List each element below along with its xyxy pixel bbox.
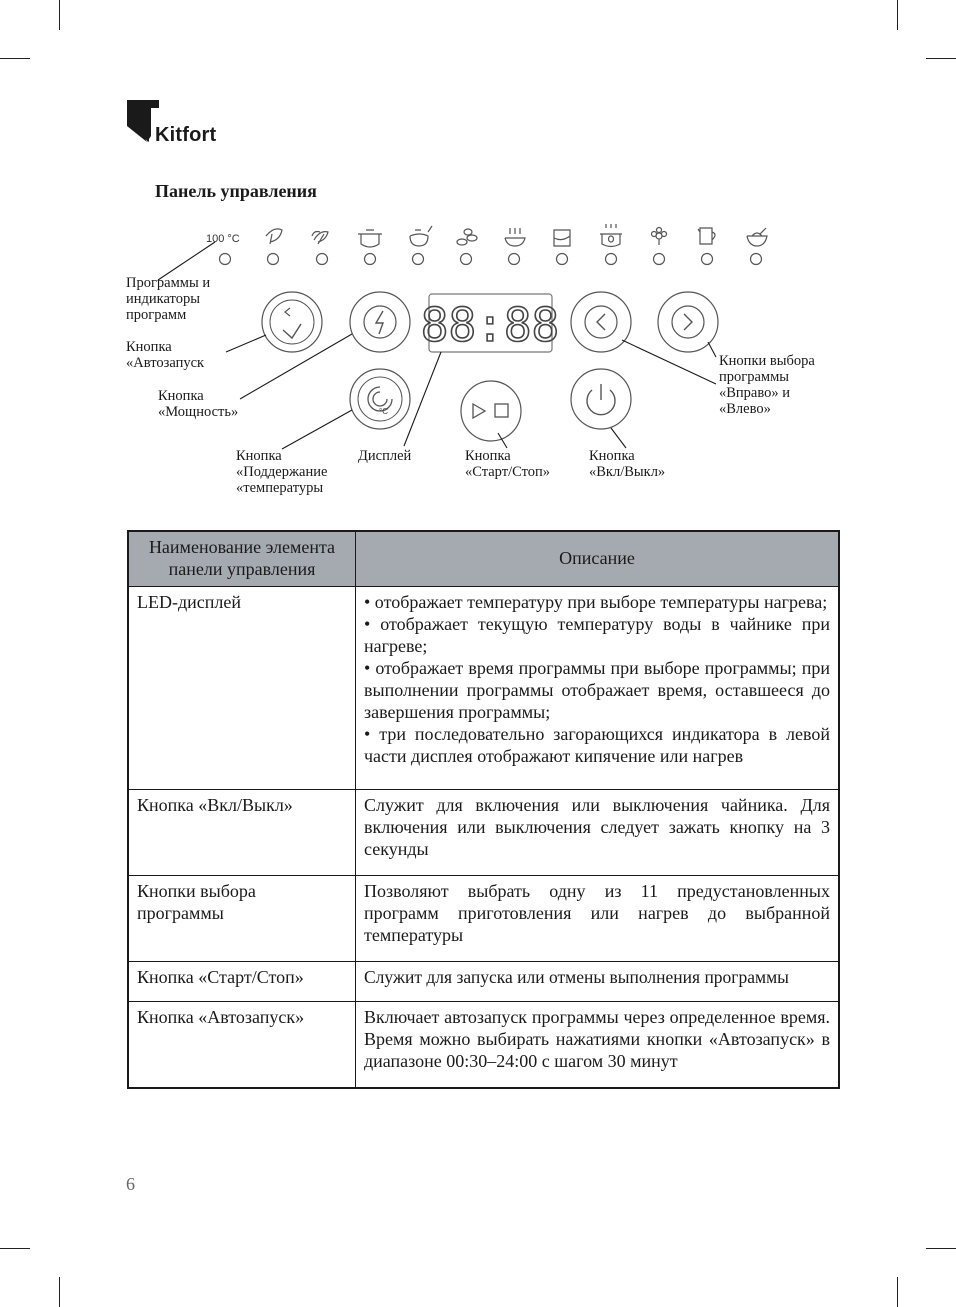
table-row: [128, 962, 839, 1002]
table-cell-description: Включает автозапуск программы через определенное время. Время можно выбирать нажатиями кнопки «Автозапуск» в диапазоне 00:30–24:00 с шагом 30 минут: [356, 1002, 840, 1088]
table-cell-name: Кнопки выбора программы: [128, 876, 356, 962]
leader-line: [622, 340, 716, 384]
description-line: • отображает текущую температуру воды в чайнике при нагреве;: [364, 614, 830, 656]
crop-mark: [897, 1277, 898, 1307]
on-off-button: [571, 369, 631, 429]
control-panel-diagram: [0, 0, 956, 520]
display-digits: 88:88: [420, 298, 560, 352]
start-stop-button: [461, 381, 521, 441]
description-table: [127, 530, 840, 1089]
leader-line: [708, 342, 716, 357]
table-cell-description: Служит для включения или выключения чайника. Для включения или выключения следует зажать кнопку на 3 секунды: [356, 790, 840, 876]
program-indicator: [509, 254, 520, 265]
crop-mark: [59, 1277, 60, 1307]
table-cell-name: Кнопка «Вкл/Выкл»: [128, 790, 356, 876]
crop-mark: [926, 1248, 956, 1249]
program-indicator: [365, 254, 376, 265]
flower-icon: [652, 228, 667, 246]
brand-name: Kitfort: [155, 124, 217, 146]
pitcher-icon: [698, 228, 715, 244]
crop-mark: [0, 1248, 30, 1249]
table-row: [128, 876, 839, 962]
table-row: [128, 790, 839, 876]
table-row: [128, 1002, 839, 1088]
jar-icon: [554, 230, 570, 246]
baby-food-icon: [747, 228, 767, 246]
svg-text:°C: °C: [379, 407, 388, 416]
table-header-row: [128, 531, 839, 587]
annotation-keep-warm: Кнопка «Поддержание «температуры: [236, 448, 328, 496]
leader-line: [498, 433, 507, 448]
table-cell-description: Позволяют выбрать одну из 11 предустановленных программ приготовления или нагрев до выбранной температуры: [356, 876, 840, 962]
program-indicator: [317, 254, 328, 265]
table-cell-description: Служит для запуска или отмены выполнения программы: [356, 962, 840, 1002]
annotation-programs: Программы и индикаторы программ: [126, 275, 211, 323]
leaves-icon: [312, 232, 328, 245]
program-indicator: [751, 254, 762, 265]
table-header-name: Наименование элемента панели управления: [128, 531, 356, 587]
pot-icon: [358, 230, 382, 247]
select-left-button: [571, 292, 631, 352]
leaf-icon: [266, 229, 282, 244]
program-indicator: [461, 254, 472, 265]
description-line: • отображает температуру при выборе температуры нагрева;: [364, 592, 828, 612]
table-cell-description: [356, 587, 840, 790]
leader-line: [282, 410, 352, 449]
steam-bowl-icon: [505, 228, 525, 246]
annotation-select: Кнопки выбора программы «Вправо» и «Влево»: [719, 353, 815, 417]
annotation-display: Дисплей: [358, 448, 412, 464]
program-indicator: [220, 254, 231, 265]
table-cell-name: Кнопка «Автозапуск»: [128, 1002, 356, 1088]
page-number: 6: [126, 1174, 135, 1194]
keep-warm-button: [350, 369, 410, 429]
program-indicator: [268, 254, 279, 265]
table-cell-name: LED-дисплей: [128, 587, 356, 790]
kettle-tea-icon: [410, 226, 432, 246]
table-cell-name: Кнопка «Старт/Стоп»: [128, 962, 356, 1002]
seeds-icon: [457, 229, 477, 245]
annotation-start-stop: Кнопка «Старт/Стоп»: [465, 448, 550, 480]
leader-line: [226, 335, 266, 352]
annotation-on-off: Кнопка «Вкл/Выкл»: [589, 448, 666, 480]
section-title: Панель управления: [155, 181, 317, 201]
description-line: • отображает время программы при выборе программы; при выполнении программы отображает время, оставшееся до завершения программы;: [364, 658, 830, 722]
program-indicator: [606, 254, 617, 265]
program-indicator: [413, 254, 424, 265]
pot-zero-icon: [600, 224, 622, 247]
annotation-power: Кнопка «Мощность»: [158, 388, 239, 420]
program-indicator: [557, 254, 568, 265]
autostart-button: [262, 292, 322, 352]
table-row: [128, 587, 839, 790]
temp-label: 100 °C: [206, 233, 240, 245]
program-indicator: [654, 254, 665, 265]
table-header-description: Описание: [356, 531, 840, 587]
annotation-autostart: Кнопка «Автозапуск: [126, 339, 205, 371]
program-indicator: [702, 254, 713, 265]
power-button: [350, 292, 410, 352]
description-line: • три последовательно загорающихся индикатора в левой части дисплея отображают кипячение или нагрев: [364, 724, 830, 766]
leader-line: [611, 428, 626, 448]
